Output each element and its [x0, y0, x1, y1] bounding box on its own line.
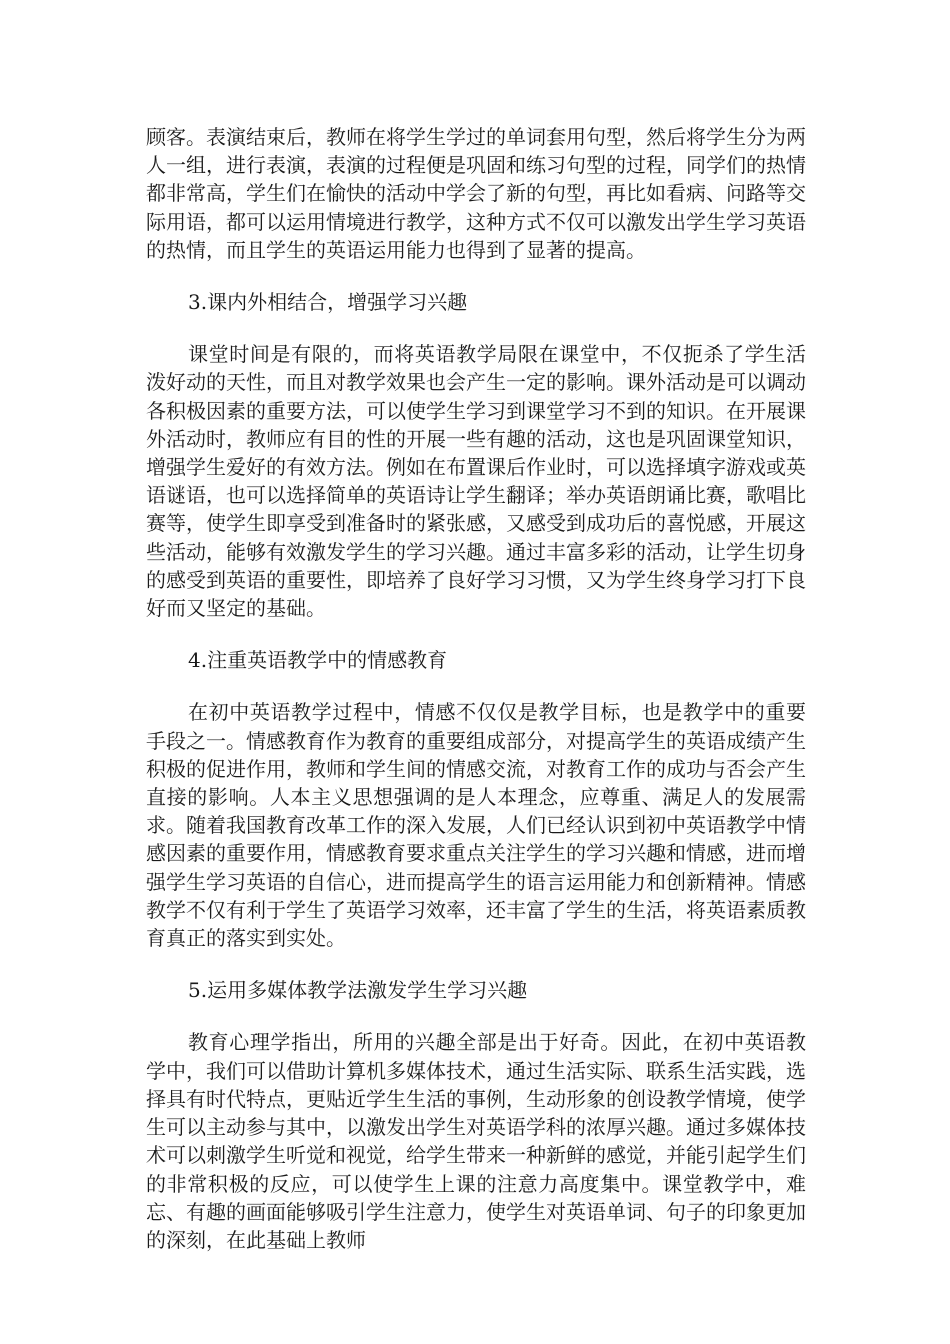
- paragraph-continued: 顾客。表演结束后，教师在将学生学过的单词套用句型，然后将学生分为两人一组，进行表演，表演的过程便是巩固和练习句型的过程，同学们的热情都非常高，学生们在愉快的活动中学会了新的句型，再比如看病、问路等交际用语，都可以运用情境进行教学，这种方式不仅可以激发出学生学习英语的热情，而且学生的英语运用能力也得到了显著的提高。: [146, 125, 806, 262]
- section-heading-5: 5.运用多媒体教学法激发学生学习兴趣: [188, 978, 528, 1003]
- document-body: [146, 123, 806, 1254]
- paragraph-multimedia: 教育心理学指出，所用的兴趣全部是出于好奇。因此，在初中英语教学中，我们可以借助计算机多媒体技术，通过生活实际、联系生活实践，选择具有时代特点，更贴近学生生活的事例，生动形象的创设教学情境，使学生可以主动参与其中，以激发出学生对英语学科的浓厚兴趣。通过多媒体技术可以刺激学生听觉和视觉，给学生带来一种新鲜的感觉，并能引起学生们的非常积极的反应，可以使学生上课的注意力高度集中。课堂教学中，难忘、有趣的画面能够吸引学生注意力，使学生对英语单词、句子的印象更加的深刻，在此基础上教师: [146, 1030, 806, 1252]
- section-heading-4: 4.注重英语教学中的情感教育: [188, 648, 448, 673]
- paragraph-extracurricular: 课堂时间是有限的，而将英语教学局限在课堂中，不仅扼杀了学生活泼好动的天性，而且对教学效果也会产生一定的影响。课外活动是可以调动各积极因素的重要方法，可以使学生学习到课堂学习不到的知识。在开展课外活动时，教师应有目的性的开展一些有趣的活动，这也是巩固课堂知识，增强学生爱好的有效方法。例如在布置课后作业时，可以选择填字游戏或英语谜语，也可以选择简单的英语诗让学生翻译；举办英语朗诵比赛，歌唱比赛等，使学生即享受到准备时的紧张感，又感受到成功后的喜悦感，开展这些活动，能够有效激发学生的学习兴趣。通过丰富多彩的活动，让学生切身的感受到英语的重要性，即培养了良好学习习惯，又为学生终身学习打下良好而又坚定的基础。: [146, 342, 806, 621]
- paragraph-emotional-education: 在初中英语教学过程中，情感不仅仅是教学目标，也是教学中的重要手段之一。情感教育作为教育的重要组成部分，对提高学生的英语成绩产生积极的促进作用，教师和学生间的情感交流，对教育工作的成功与否会产生直接的影响。人本主义思想强调的是人本理念，应尊重、满足人的发展需求。随着我国教育改革工作的深入发展，人们已经认识到初中英语教学中情感因素的重要作用，情感教育要求重点关注学生的学习兴趣和情感，进而增强学生学习英语的自信心，进而提高学生的语言运用能力和创新精神。情感教学不仅有利于学生了英语学习效率，还丰富了学生的生活，将英语素质教育真正的落实到实处。: [146, 700, 806, 951]
- section-heading-3: 3.课内外相结合，增强学习兴趣: [188, 290, 468, 315]
